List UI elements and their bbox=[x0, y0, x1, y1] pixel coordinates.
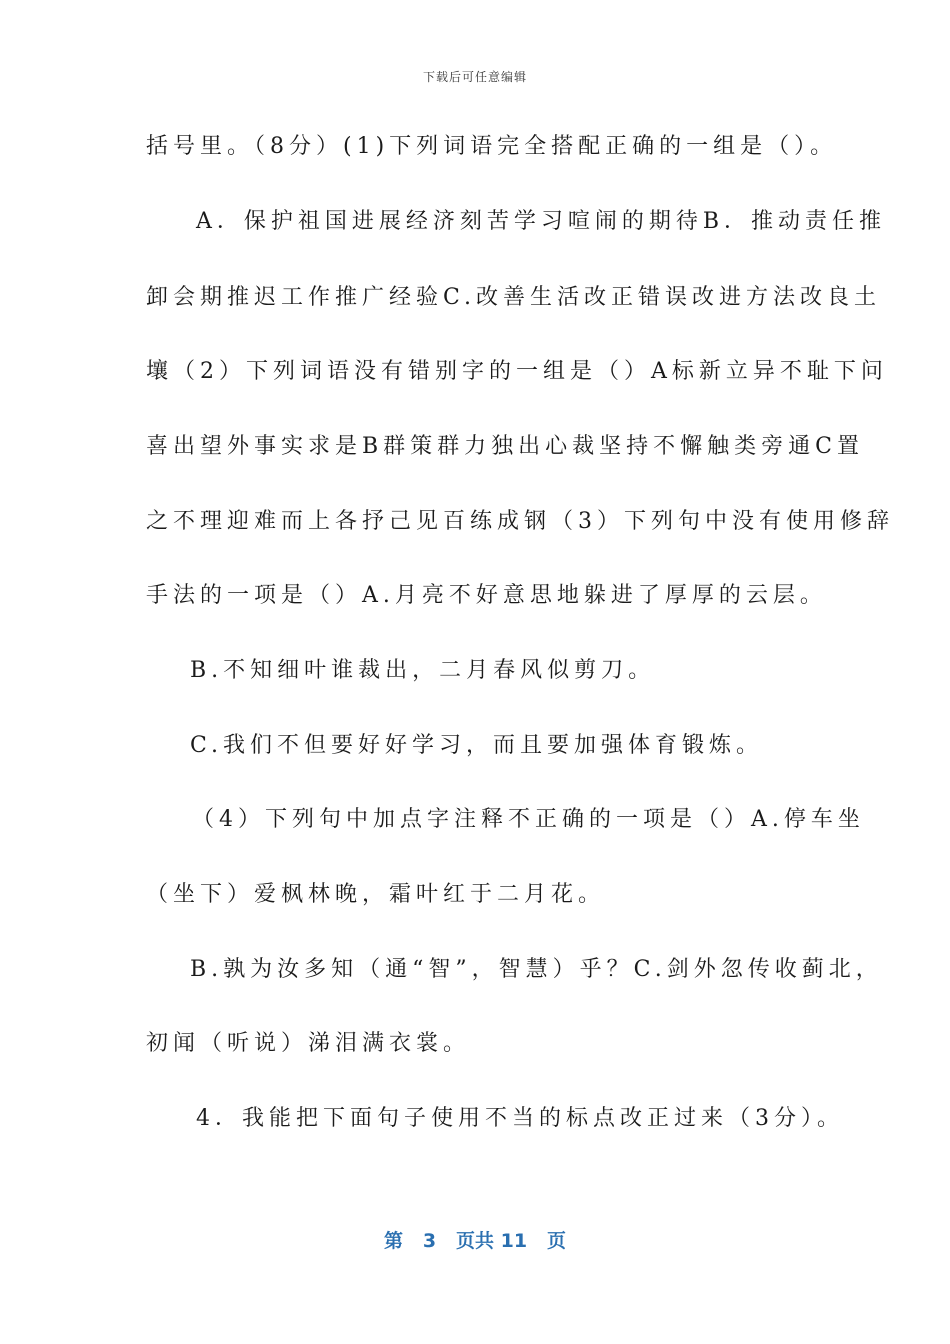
footer-middle: 页共 bbox=[456, 1230, 495, 1252]
text-line: 卸会期推迟工作推广经验C.改善生活改正错误改进方法改良土 bbox=[146, 285, 882, 310]
text-line: 之不理迎难而上各抒己见百练成钢（3）下列句中没有使用修辞 bbox=[146, 509, 894, 534]
text-line: B.孰为汝多知（通“智”，智慧）乎？C.剑外忽传收蓟北， bbox=[190, 957, 883, 982]
total-pages-number: 11 bbox=[500, 1230, 528, 1252]
text-line: （4）下列句中加点字注释不正确的一项是（）A.停车坐 bbox=[192, 807, 865, 832]
text-line: （坐下）爱枫林晚，霜叶红于二月花。 bbox=[146, 882, 606, 907]
text-line: 手法的一项是（）A.月亮不好意思地躲进了厚厚的云层。 bbox=[146, 583, 827, 608]
text-line: B.不知细叶谁裁出，二月春风似剪刀。 bbox=[190, 658, 656, 683]
text-line: A．保护祖国进展经济刻苦学习喧闹的期待B．推动责任推 bbox=[196, 209, 887, 234]
text-line: C.我们不但要好好学习，而且要加强体育锻炼。 bbox=[190, 733, 764, 758]
text-line: 壤（2）下列词语没有错别字的一组是（）A标新立异不耻下问 bbox=[146, 359, 888, 384]
footer-suffix: 页 bbox=[546, 1230, 566, 1252]
text-line: 括号里。（8分）(1)下列词语完全搭配正确的一组是（）。 bbox=[146, 134, 838, 159]
text-line: 初闻（听说）涕泪满衣裳。 bbox=[146, 1031, 471, 1056]
footer-prefix: 第 bbox=[384, 1230, 404, 1252]
text-line: 4．我能把下面句子使用不当的标点改正过来（3分）。 bbox=[196, 1106, 844, 1131]
page-footer bbox=[0, 1226, 950, 1253]
text-line: 喜出望外事实求是B群策群力独出心裁坚持不懈触类旁通C置 bbox=[146, 434, 865, 459]
current-page-number: 3 bbox=[422, 1230, 437, 1252]
header-note: 下载后可任意编辑 bbox=[422, 70, 527, 84]
